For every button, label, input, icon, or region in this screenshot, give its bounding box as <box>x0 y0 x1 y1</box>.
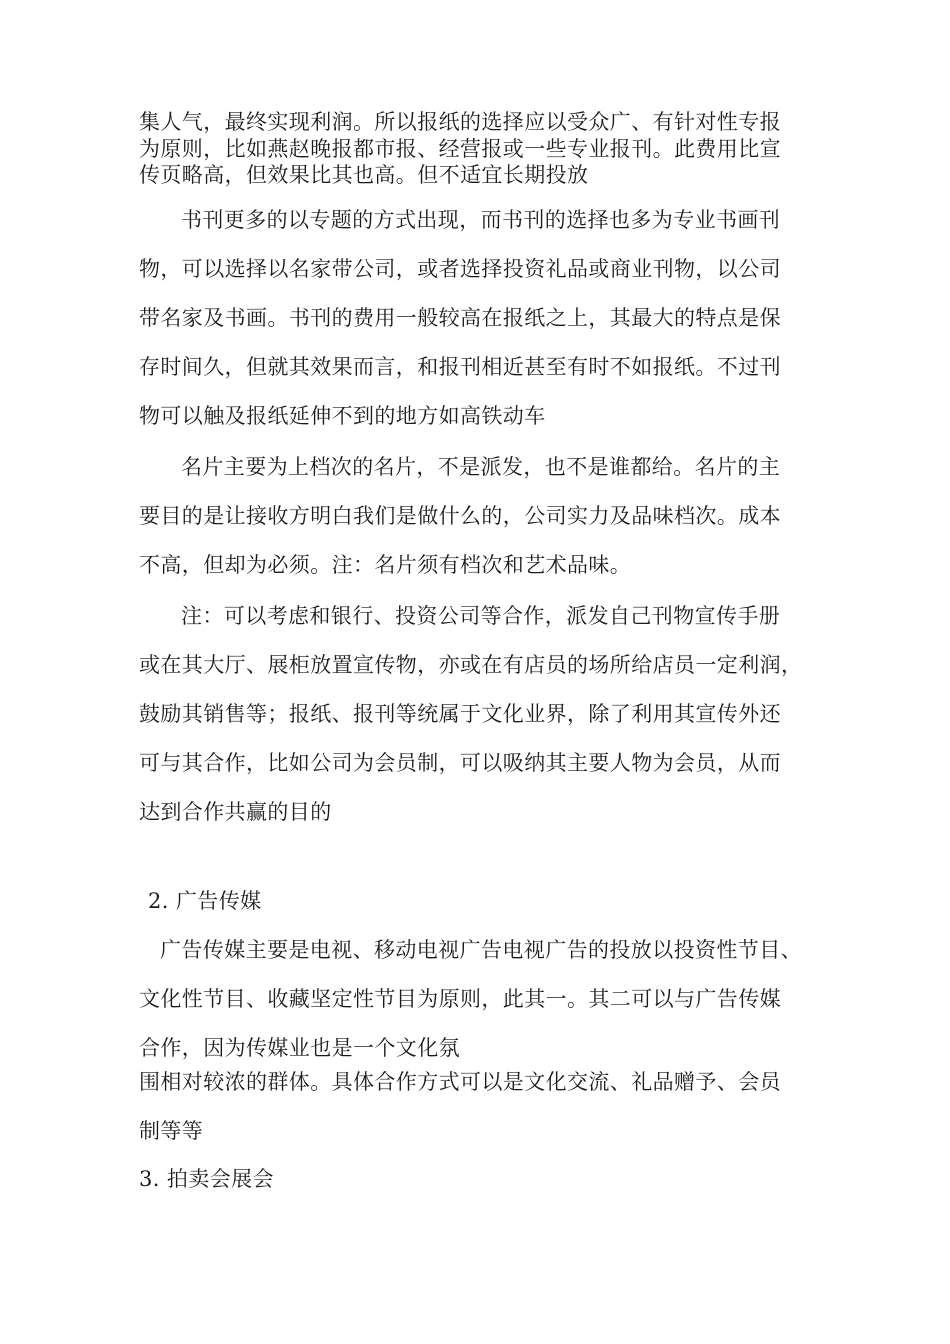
books-line-1: 书刊更多的以专题的方式出现，而书刊的选择也多为专业书画刊 <box>181 208 781 232</box>
note-line-1: 注：可以考虑和银行、投资公司等合作，派发自己刊物宣传手册 <box>181 604 781 628</box>
note-line-5: 达到合作共赢的目的 <box>139 800 332 824</box>
intro-line-1: 集人气，最终实现利润。所以报纸的选择应以受众广、有针对性专报 <box>139 110 781 134</box>
cards-line-1: 名片主要为上档次的名片，不是派发，也不是谁都给。名片的主 <box>181 455 781 479</box>
cards-line-2: 要目的是让接收方明白我们是做什么的，公司实力及品味档次。成本 <box>139 504 781 528</box>
note-line-3: 鼓励其销售等；报纸、报刊等统属于文化业界，除了利用其宣传外还 <box>139 702 781 726</box>
books-line-2: 物，可以选择以名家带公司，或者选择投资礼品或商业刊物，以公司 <box>139 257 781 281</box>
books-line-4: 存时间久，但就其效果而言，和报刊相近甚至有时不如报纸。不过刊 <box>139 355 781 379</box>
section-heading-2: 2. 广告传媒 <box>148 889 262 913</box>
note-line-2: 或在其大厅、展柜放置宣传物，亦或在有店员的场所给店员一定利润， <box>139 653 803 677</box>
intro-line-2: 为原则，比如燕赵晚报都市报、经营报或一些专业报刊。此费用比宣 <box>139 137 781 161</box>
media-line-4: 围相对较浓的群体。具体合作方式可以是文化交流、礼品赠予、会员 <box>139 1070 781 1094</box>
media-line-1: 广告传媒主要是电视、移动电视广告电视广告的投放以投资性节目、 <box>160 938 802 962</box>
cards-line-3: 不高，但却为必须。注：名片须有档次和艺术品味。 <box>139 553 632 577</box>
books-line-3: 带名家及书画。书刊的费用一般较高在报纸之上，其最大的特点是保 <box>139 306 781 330</box>
section-heading-3: 3. 拍卖会展会 <box>139 1167 274 1191</box>
books-line-5: 物可以触及报纸延伸不到的地方如高铁动车 <box>139 404 546 428</box>
media-line-3: 合作，因为传媒业也是一个文化氛 <box>139 1036 460 1060</box>
media-line-5: 制等等 <box>139 1119 204 1143</box>
media-line-2: 文化性节目、收藏坚定性节目为原则，此其一。其二可以与广告传媒 <box>139 987 781 1011</box>
intro-line-3: 传页略高，但效果比其也高。但不适宜长期投放 <box>139 163 589 187</box>
note-line-4: 可与其合作，比如公司为会员制，可以吸纳其主要人物为会员，从而 <box>139 751 781 775</box>
